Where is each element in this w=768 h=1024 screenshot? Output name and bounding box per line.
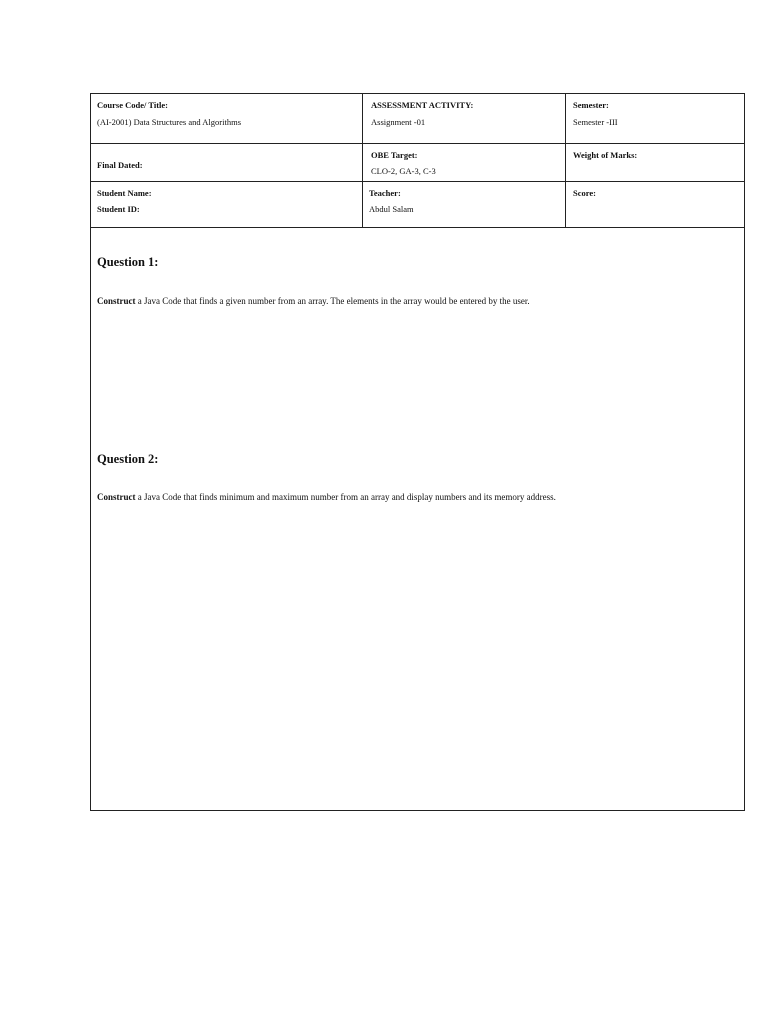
question-2-text: a Java Code that finds minimum and maximum number from an array and display numbers and its memory address.	[135, 492, 556, 502]
header-row-target	[91, 144, 744, 182]
teacher-cell	[363, 182, 566, 227]
question-2-verb: Construct	[97, 492, 136, 502]
assignment-sheet	[90, 93, 745, 811]
activity-label: ASSESSMENT ACTIVITY:	[371, 100, 474, 110]
teacher-label: Teacher:	[369, 188, 401, 198]
student-id-label: Student ID:	[97, 204, 140, 214]
student-name-label: Student Name:	[97, 188, 152, 198]
obe-target-cell	[363, 144, 566, 181]
obe-target-value: CLO-2, GA-3, C-3	[371, 166, 436, 176]
obe-target-label: OBE Target:	[371, 150, 418, 160]
weight-cell	[566, 144, 744, 181]
student-cell	[91, 182, 363, 227]
score-cell	[566, 182, 744, 227]
course-label: Course Code/ Title:	[97, 100, 168, 110]
header-row-course	[91, 94, 744, 144]
activity-cell	[363, 94, 566, 143]
question-1-verb: Construct	[97, 296, 136, 306]
header-row-student	[91, 182, 744, 228]
question-1-title: Question 1:	[97, 255, 159, 269]
question-1-body	[97, 296, 530, 306]
final-dated-cell	[91, 144, 363, 181]
activity-value: Assignment -01	[371, 117, 426, 127]
semester-cell	[566, 94, 744, 143]
score-label: Score:	[573, 188, 596, 198]
question-2-body	[97, 492, 556, 502]
semester-value: Semester -III	[573, 117, 618, 127]
course-value: (AI-2001) Data Structures and Algorithms	[97, 117, 241, 127]
weight-of-marks-label: Weight of Marks:	[573, 150, 638, 160]
course-cell	[91, 94, 363, 143]
question-1-text: a Java Code that finds a given number from an array. The elements in the array would be entered by the user.	[135, 296, 530, 306]
question-2-title: Question 2:	[97, 452, 159, 466]
final-dated-label: Final Dated:	[97, 160, 143, 170]
teacher-value: Abdul Salam	[369, 204, 414, 214]
semester-label: Semester:	[573, 100, 609, 110]
